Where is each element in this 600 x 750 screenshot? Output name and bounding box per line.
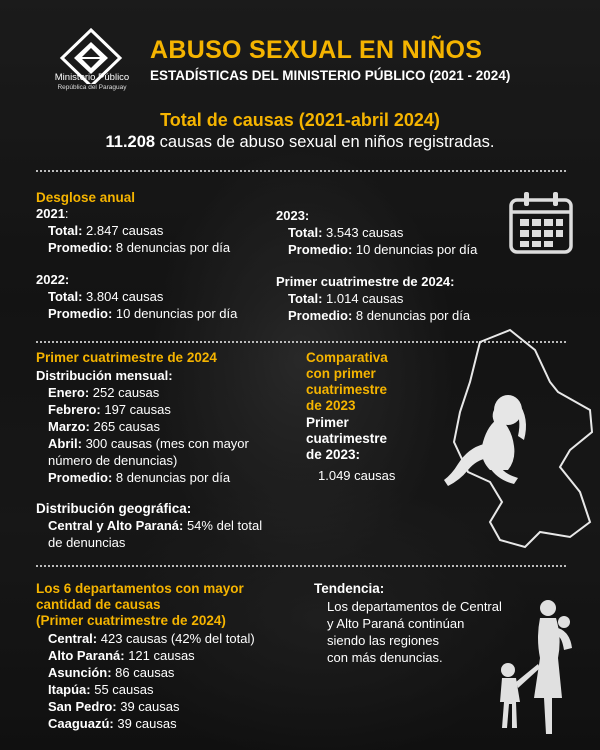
geo-heading: Distribución geográfica: [36, 501, 192, 516]
total-label: Total: [288, 291, 323, 306]
departments-heading-line: cantidad de causas [36, 597, 161, 612]
department-value: 55 causas [90, 682, 154, 697]
compare-line: con primer [306, 366, 376, 381]
total-label: Total: [48, 223, 83, 238]
year-2023-total: 3.543 causas [322, 225, 404, 240]
compare-line: de 2023 [306, 398, 356, 413]
department-row [36, 698, 255, 715]
month-row [36, 401, 249, 418]
year-2021-total: 2.847 causas [82, 223, 164, 238]
departments-list [36, 630, 255, 732]
year-2024-total: 1.014 causas [322, 291, 404, 306]
department-value: 39 causas [113, 716, 177, 731]
departments-heading-line: Los 6 departamentos con mayor [36, 581, 244, 596]
year-2023-label: 2023: [276, 208, 310, 223]
monthly-block [36, 367, 249, 486]
month-value: 300 causas (mes con mayor [81, 436, 249, 451]
crying-child-silhouette [438, 388, 534, 492]
avg-label: Promedio: [288, 242, 353, 257]
departments-heading-line: (Primer cuatrimestre de 2024) [36, 613, 226, 628]
calendar-icon [508, 190, 574, 256]
department-label: Asunción: [48, 665, 112, 680]
year-2023-block [276, 207, 477, 258]
year-2021-block [36, 205, 230, 256]
month-value: 197 causas [100, 402, 171, 417]
avg-value: 8 denuncias por día [112, 470, 231, 485]
month-value: 265 causas [89, 419, 160, 434]
geo-continuation: de denuncias [48, 535, 126, 550]
department-value: 423 causas (42% del total) [97, 631, 255, 646]
monthly-dist-label: Distribución mensual: [36, 368, 173, 383]
year-2022-avg: 10 denuncias por día [112, 306, 238, 321]
department-label: Alto Paraná: [48, 648, 125, 663]
total-label: Total: [48, 289, 83, 304]
department-row [36, 715, 255, 732]
year-2023-avg: 10 denuncias por día [352, 242, 478, 257]
geo-value: 54% del total [183, 518, 263, 533]
department-row [36, 630, 255, 647]
total-number: 11.208 [105, 133, 156, 151]
trend-heading: Tendencia: [314, 581, 385, 596]
geo-block [36, 500, 262, 551]
departments-heading [36, 581, 244, 629]
month-row [36, 384, 249, 401]
divider [36, 170, 566, 172]
department-value: 39 causas [116, 699, 180, 714]
trend-line: y Alto Paraná continúan [327, 616, 465, 631]
trend-text [327, 598, 502, 666]
year-2022-label: 2022: [36, 272, 70, 287]
total-line [0, 133, 600, 152]
month-value: 252 causas [89, 385, 160, 400]
department-label: Central: [48, 631, 98, 646]
page-title: ABUSO SEXUAL EN NIÑOS [150, 36, 483, 64]
total-label: Total: [288, 225, 323, 240]
month-label: Abril: [48, 436, 82, 451]
logo-subtitle: República del Paraguay [57, 84, 127, 91]
april-continuation: número de denuncias) [48, 453, 178, 468]
department-row [36, 664, 255, 681]
department-row [36, 647, 255, 664]
department-value: 121 causas [124, 648, 195, 663]
year-2022-total: 3.804 causas [82, 289, 164, 304]
department-label: Caaguazú: [48, 716, 114, 731]
year-2024-label: Primer cuatrimestre de 2024: [276, 274, 455, 289]
year-2021-colon: : [64, 206, 69, 221]
avg-label: Promedio: [48, 306, 113, 321]
compare-sub-line: de 2023: [306, 447, 361, 462]
department-row [36, 681, 255, 698]
logo-name: Ministerio Público [54, 72, 130, 83]
year-2024-avg: 8 denuncias por día [352, 308, 471, 323]
month-label: Marzo: [48, 419, 90, 434]
trend-line: siendo las regiones [327, 633, 440, 648]
divider [36, 565, 566, 567]
page-subtitle: ESTADÍSTICAS DEL MINISTERIO PÚBLICO (2021 - 2024) [150, 68, 511, 83]
compare-line: cuatrimestre [306, 382, 388, 397]
compare-value: 1.049 causas [318, 468, 396, 483]
month-row [36, 435, 249, 452]
year-2024-block [276, 273, 470, 324]
year-2021-label: 2021 [36, 206, 65, 221]
cuatri-avg [36, 469, 249, 486]
annual-heading: Desglose anual [36, 190, 136, 205]
month-row [36, 418, 249, 435]
compare-sub-line: Primer [306, 415, 349, 430]
department-label: San Pedro: [48, 699, 117, 714]
year-2021-avg: 8 denuncias por día [112, 240, 231, 255]
trend-line: con más denuncias. [327, 650, 443, 665]
compare-sub [306, 415, 387, 463]
total-heading: Total de causas (2021-abril 2024) [160, 110, 440, 130]
year-2022-block [36, 271, 237, 322]
department-label: Itapúa: [48, 682, 91, 697]
compare-sub-line: cuatrimestre [306, 431, 388, 446]
avg-label: Promedio: [48, 240, 113, 255]
geo-label: Central y Alto Paraná: [48, 518, 184, 533]
department-value: 86 causas [111, 665, 175, 680]
month-label: Enero: [48, 385, 90, 400]
avg-label: Promedio: [48, 470, 113, 485]
compare-line: Comparativa [306, 350, 388, 365]
compare-heading [306, 350, 388, 414]
trend-line: Los departamentos de Central [327, 599, 502, 614]
month-label: Febrero: [48, 402, 101, 417]
avg-label: Promedio: [288, 308, 353, 323]
total-text: causas de abuso sexual en niños registradas. [155, 133, 495, 151]
cuatri-heading: Primer cuatrimestre de 2024 [36, 350, 217, 365]
mother-child-silhouette [488, 598, 578, 738]
